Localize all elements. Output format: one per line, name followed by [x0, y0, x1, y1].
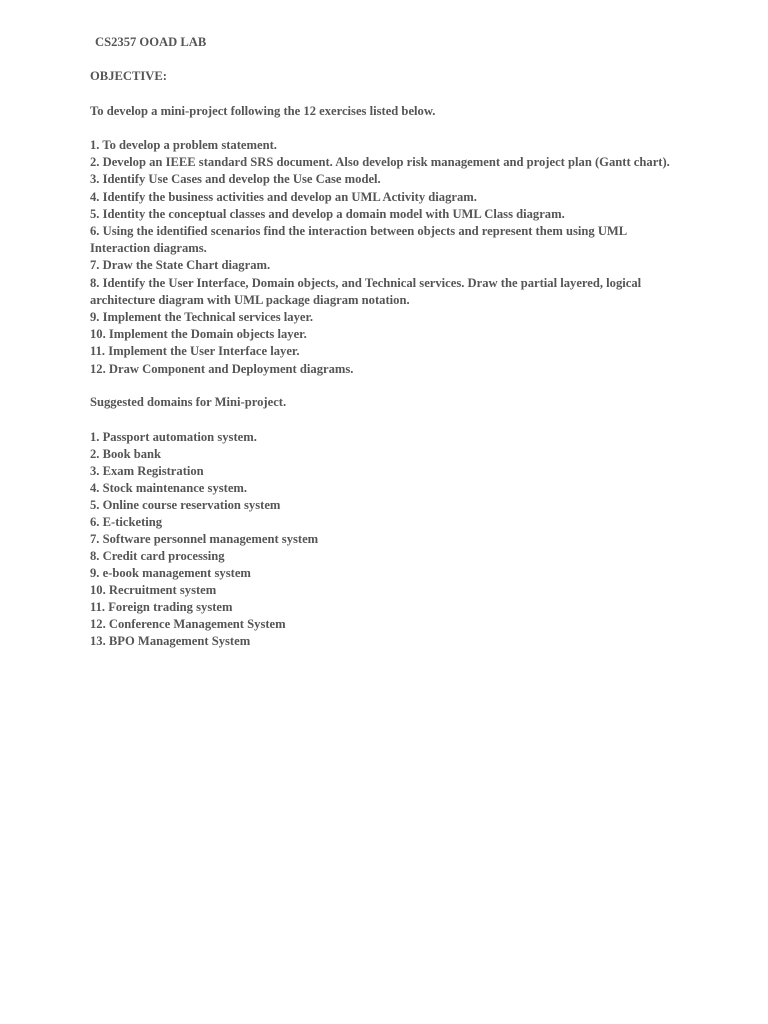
exercise-line: 6. Using the identified scenarios find the interaction between objects and represent them using UML — [90, 224, 628, 239]
exercise-line: 7. Draw the State Chart diagram. — [90, 258, 271, 273]
domain-item: 11. Foreign trading system — [90, 600, 233, 614]
exercise-line: architecture diagram with UML package diagram notation. — [90, 292, 410, 307]
exercise-line: 10. Implement the Domain objects layer. — [90, 327, 307, 342]
domain-item: 6. E-ticketing — [90, 515, 163, 529]
domain-item: 5. Online course reservation system — [90, 498, 281, 512]
exercise-line: 11. Implement the User Interface layer. — [90, 344, 300, 359]
domain-item: 4. Stock maintenance system. — [90, 481, 248, 495]
document-header-title: CS2357 OOAD LAB — [95, 35, 207, 49]
exercise-line: 8. Identify the User Interface, Domain objects, and Technical services. Draw the partial layered, logical — [90, 275, 642, 290]
domain-item: 10. Recruitment system — [90, 583, 217, 597]
suggested-domains-heading: Suggested domains for Mini-project. — [90, 395, 287, 409]
exercise-line: 3. Identify Use Cases and develop the Use Case model. — [90, 172, 381, 187]
domain-item: 2. Book bank — [90, 447, 162, 461]
domain-item: 7. Software personnel management system — [90, 532, 319, 546]
domain-item: 3. Exam Registration — [90, 464, 204, 478]
exercise-list — [90, 137, 710, 378]
domain-item: 8. Credit card processing — [90, 549, 225, 563]
exercise-line: 4. Identify the business activities and develop an UML Activity diagram. — [90, 189, 477, 204]
domain-list — [90, 429, 318, 650]
domain-item: 12. Conference Management System — [90, 617, 286, 631]
objective-intro: To develop a mini-project following the 12 exercises listed below. — [90, 104, 436, 118]
exercise-line: 5. Identity the conceptual classes and develop a domain model with UML Class diagram. — [90, 206, 565, 221]
domain-item: 1. Passport automation system. — [90, 430, 257, 444]
exercise-line: 9. Implement the Technical services layer. — [90, 310, 314, 325]
exercise-line: 2. Develop an IEEE standard SRS document. Also develop risk management and project plan (Gantt chart). — [90, 155, 670, 170]
exercise-line: 1. To develop a problem statement. — [90, 138, 277, 152]
exercise-line: Interaction diagrams. — [90, 241, 207, 256]
domain-item: 13. BPO Management System — [90, 634, 251, 648]
exercise-line: 12. Draw Component and Deployment diagrams. — [90, 361, 354, 376]
domain-item: 9. e-book management system — [90, 566, 251, 580]
objective-heading: OBJECTIVE: — [90, 69, 167, 83]
